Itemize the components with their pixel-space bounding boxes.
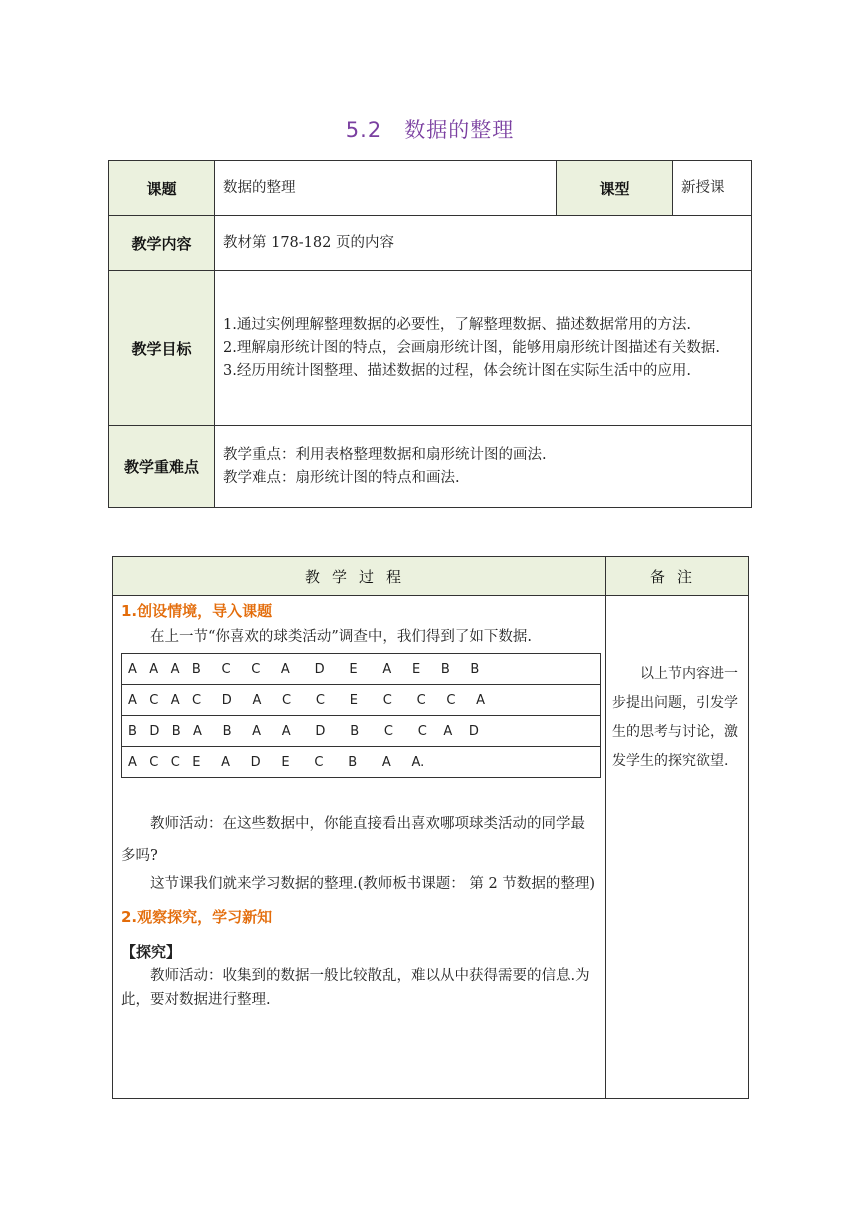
note-header: 备注 [606, 557, 749, 596]
page-title: 5.2 数据的整理 [345, 118, 515, 142]
key-points-cell [215, 426, 752, 508]
survey-data-grid [121, 653, 601, 778]
content-value: 教材第 178-182 页的内容 [215, 216, 752, 271]
intro-paragraph: 在上一节“你喜欢的球类活动”调查中，我们得到了如下数据. [150, 629, 532, 645]
key-point: 教学重点：利用表格整理数据和扇形统计图的画法. [223, 446, 547, 463]
topic-label: 课题 [109, 161, 215, 216]
content-label: 教学内容 [109, 216, 215, 271]
topic-value: 数据的整理 [215, 161, 557, 216]
lesson-intro: 这节课我们就来学习数据的整理.(教师板书课题： 第 2 节数据的整理) [150, 876, 595, 892]
goals-label: 教学目标 [109, 271, 215, 426]
process-body [113, 596, 606, 1099]
lesson-info-table [108, 160, 752, 508]
key-points-label: 教学重难点 [109, 426, 215, 508]
teacher-activity-2: 教师活动：收集到的数据一般比较散乱，难以从中获得需要的信息.为此，要对数据进行整理. [121, 968, 590, 1008]
data-row: A C C E A D E C B A A. [122, 747, 601, 778]
difficult-point: 教学难点：扇形统计图的特点和画法. [223, 469, 460, 486]
note-text: 以上节内容进一步提出问题，引发学生的思考与讨论，激发学生的探究欲望. [612, 666, 738, 769]
section-heading-2: 2.观察探究，学习新知 [121, 908, 273, 926]
goal-item: 1.通过实例理解整理数据的必要性，了解整理数据、描述数据常用的方法. [223, 316, 691, 333]
goal-item: 2.理解扇形统计图的特点，会画扇形统计图，能够用扇形统计图描述有关数据. [223, 339, 720, 356]
process-header: 教学过程 [113, 557, 606, 596]
goal-item: 3.经历用统计图整理、描述数据的过程，体会统计图在实际生活中的应用. [223, 362, 691, 379]
teacher-activity-1: 教师活动：在这些数据中，你能直接看出喜欢哪项球类活动的同学最多吗? [121, 816, 585, 864]
goals-cell [215, 271, 752, 426]
type-label: 课型 [557, 161, 673, 216]
section-heading-1: 1.创设情境，导入课题 [121, 602, 273, 620]
type-value: 新授课 [673, 161, 752, 216]
teaching-process-table [112, 556, 749, 1099]
explore-heading: 【探究】 [121, 943, 182, 961]
data-row: A C A C D A C C E C C C A [122, 685, 601, 716]
data-row: B D B A B A A D B C C A D [122, 716, 601, 747]
data-row: A A A B C C A D E A E B B [122, 654, 601, 685]
note-cell [606, 596, 749, 1099]
